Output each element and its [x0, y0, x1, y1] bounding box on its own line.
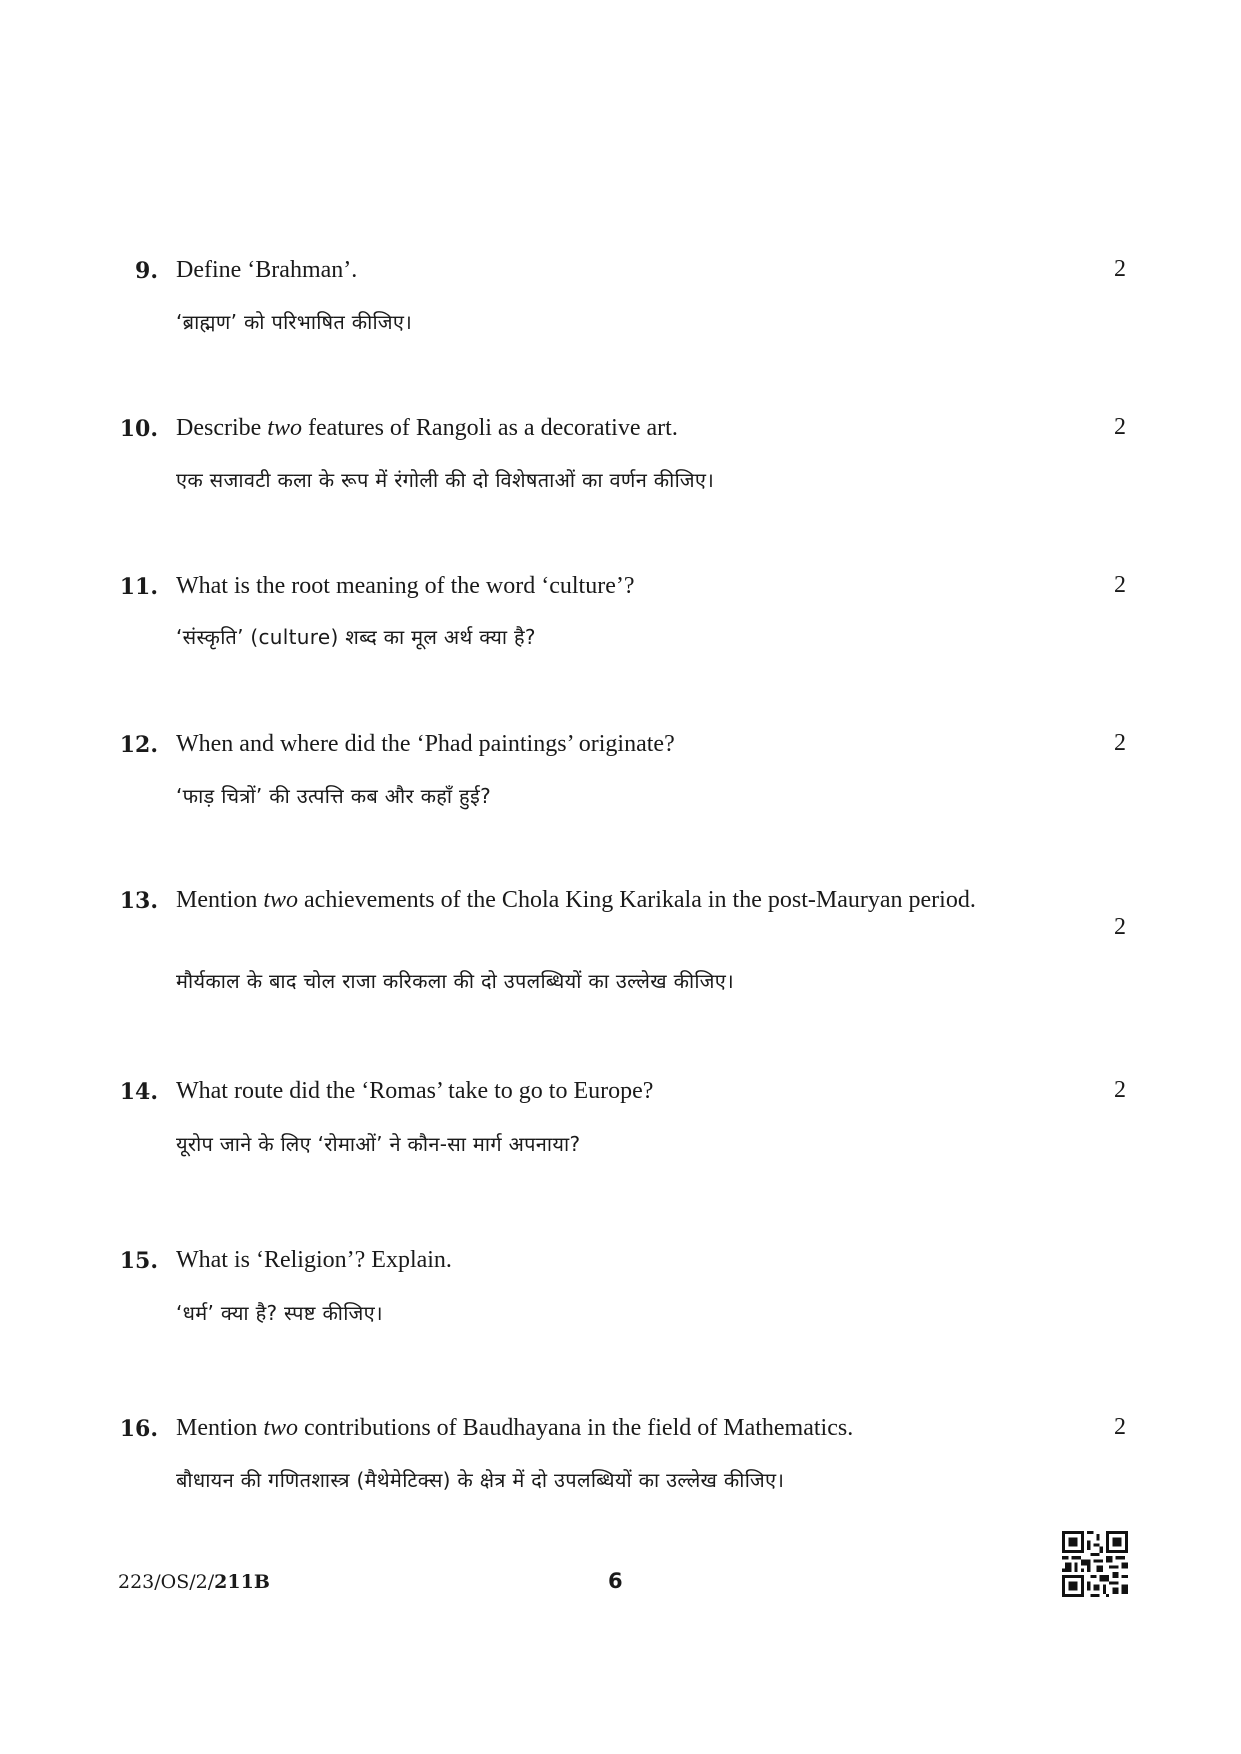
- question-number: 10.: [119, 416, 158, 442]
- question-marks: 2: [1114, 1414, 1126, 1440]
- question-marks: 2: [1114, 256, 1126, 282]
- question-number: 13.: [119, 888, 158, 914]
- question-hindi: ‘ब्राह्मण’ को परिभाषित कीजिए।: [176, 310, 413, 334]
- question-number: 16.: [119, 1416, 158, 1442]
- question-number: 9.: [135, 258, 158, 284]
- question-marks: 2: [1114, 1077, 1126, 1103]
- question-english: Describe two features of Rangoli as a decorative art.: [176, 415, 678, 441]
- question-english: Define ‘Brahman’.: [176, 257, 358, 283]
- question-english: What is ‘Religion’? Explain.: [176, 1247, 452, 1273]
- question-hindi: यूरोप जाने के लिए ‘रोमाओं’ ने कौन-सा मार्ग अपनाया?: [176, 1132, 581, 1156]
- question-english: What is the root meaning of the word ‘culture’?: [176, 573, 635, 599]
- question-english: Mention two achievements of the Chola King Karikala in the post-Mauryan period.: [176, 887, 976, 913]
- question-hindi: ‘धर्म’ क्या है? स्पष्ट कीजिए।: [176, 1301, 383, 1325]
- question-number: 12.: [119, 732, 158, 758]
- question-hindi: ‘संस्कृति’ (culture) शब्द का मूल अर्थ क्या है?: [176, 625, 536, 649]
- question-marks: 2: [1114, 414, 1126, 440]
- question-marks: 2: [1114, 914, 1126, 940]
- qr-code-icon: [1062, 1531, 1128, 1597]
- question-english: What route did the ‘Romas’ take to go to Europe?: [176, 1078, 654, 1104]
- question-hindi: ‘फाड़ चित्रों’ की उत्पत्ति कब और कहाँ हुई?: [176, 784, 492, 808]
- question-number: 15.: [119, 1248, 158, 1274]
- question-number: 11.: [119, 574, 158, 600]
- question-english: When and where did the ‘Phad paintings’ originate?: [176, 731, 675, 757]
- question-marks: 2: [1114, 572, 1126, 598]
- paper-code: 223/OS/2/211B: [118, 1571, 270, 1593]
- question-hindi: बौधायन की गणितशास्त्र (मैथेमेटिक्स) के क्षेत्र में दो उपलब्धियों का उल्लेख कीजिए।: [176, 1468, 785, 1492]
- question-marks: 2: [1114, 730, 1126, 756]
- page-number: 6: [608, 1569, 623, 1593]
- question-hindi: मौर्यकाल के बाद चोल राजा करिकला की दो उपलब्धियों का उल्लेख कीजिए।: [176, 969, 734, 993]
- question-number: 14.: [119, 1079, 158, 1105]
- question-hindi: एक सजावटी कला के रूप में रंगोली की दो विशेषताओं का वर्णन कीजिए।: [176, 468, 715, 492]
- question-english: Mention two contributions of Baudhayana in the field of Mathematics.: [176, 1415, 854, 1441]
